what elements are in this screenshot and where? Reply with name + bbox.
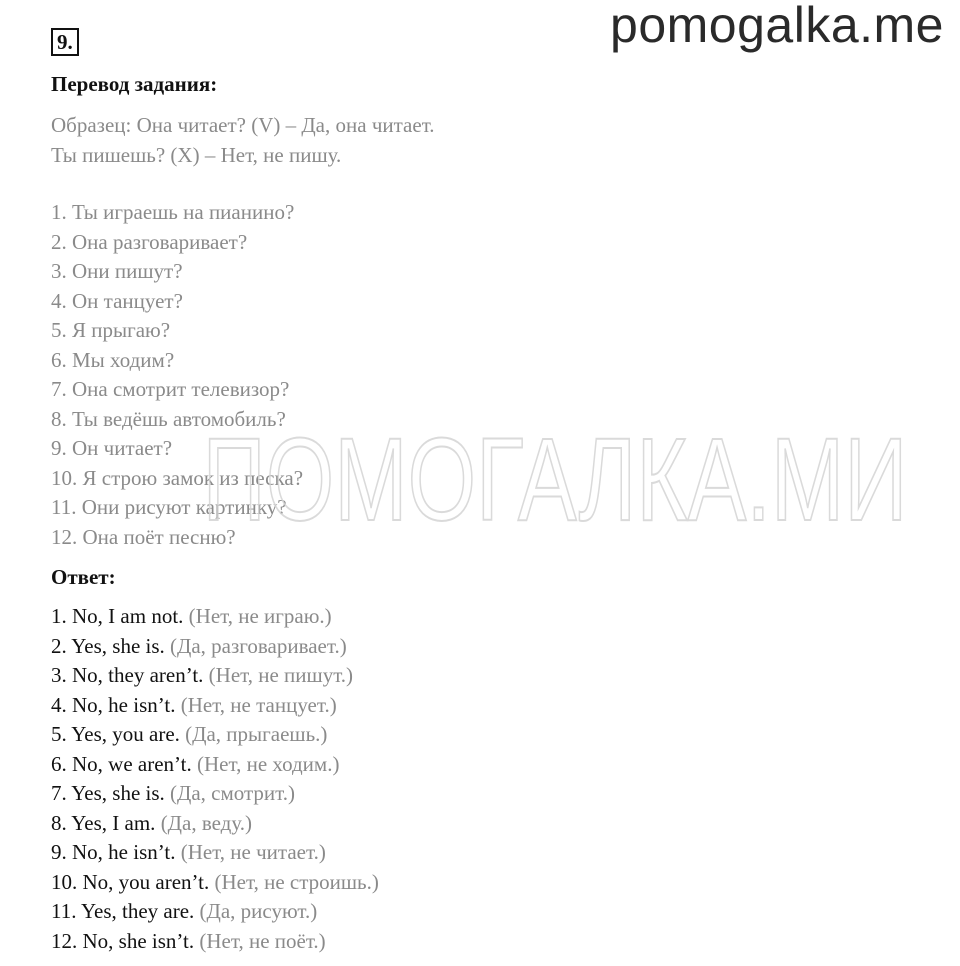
question-item: 7. Она смотрит телевизор? — [51, 377, 290, 401]
question-item: 10. Я строю замок из песка? — [51, 465, 304, 490]
answer-item — [51, 927, 379, 957]
answer-russian: (Да, прыгаешь.) — [185, 722, 328, 746]
answer-russian: (Да, смотрит.) — [170, 781, 296, 805]
question-item: 8. Ты ведёшь автомобиль? — [51, 406, 286, 431]
answer-item — [51, 838, 379, 868]
question-item: 1. Ты играешь на пианино? — [51, 200, 295, 224]
answer-english: 5. Yes, you are. — [51, 722, 180, 746]
question-item: 4. Он танцует? — [51, 288, 183, 313]
translation-heading: Перевод задания: — [51, 72, 218, 96]
answer-english: 2. Yes, she is. — [51, 633, 165, 658]
answer-russian: (Да, рисуют.) — [199, 899, 318, 923]
answer-english: 4. No, he isn’t. — [51, 692, 176, 717]
question-item: 11. Они рисуют картинку? — [51, 495, 287, 519]
answer-russian: (Нет, не пишут.) — [208, 663, 354, 687]
answer-russian: (Нет, не танцует.) — [180, 692, 337, 717]
watermark-text: ПОМОГАЛКА.МИ — [202, 420, 908, 540]
answer-english: 9. No, he isn’t. — [51, 840, 176, 864]
question-item: 9. Он читает? — [51, 436, 173, 460]
answer-russian: (Да, разговаривает.) — [170, 633, 347, 658]
answer-item — [51, 720, 379, 750]
answer-item — [51, 661, 379, 691]
answer-russian: (Нет, не ходим.) — [197, 751, 340, 776]
answer-english: 6. No, we aren’t. — [51, 751, 192, 776]
question-item: 12. Она поёт песню? — [51, 524, 236, 549]
question-item: 2. Она разговаривает? — [51, 229, 248, 254]
answers-list — [51, 602, 379, 956]
task-number: 9. — [51, 28, 79, 56]
answer-english: 1. No, I am not. — [51, 604, 184, 628]
example-line: Образец: Она читает? (V) – Да, она читает. — [51, 113, 435, 137]
answer-english: 7. Yes, she is. — [51, 781, 165, 805]
answer-item — [51, 632, 379, 662]
watermark — [200, 420, 910, 540]
answer-item — [51, 809, 379, 839]
answer-item — [51, 691, 379, 721]
questions-list — [51, 198, 303, 552]
answer-russian: (Да, веду.) — [160, 810, 252, 835]
answer-english: 8. Yes, I am. — [51, 810, 156, 835]
answer-item — [51, 779, 379, 809]
answer-english: 11. Yes, they are. — [51, 899, 195, 923]
answer-russian: (Нет, не читает.) — [180, 840, 326, 864]
answer-russian: (Нет, не поёт.) — [199, 928, 326, 953]
answer-russian: (Нет, не играю.) — [188, 604, 332, 628]
answer-item — [51, 897, 379, 927]
answer-item — [51, 602, 379, 632]
answer-russian: (Нет, не строишь.) — [214, 869, 379, 894]
answer-heading: Ответ: — [51, 565, 116, 589]
example-block — [51, 111, 435, 170]
question-item: 5. Я прыгаю? — [51, 318, 171, 342]
question-item: 3. Они пишут? — [51, 259, 183, 283]
answer-english: 3. No, they aren’t. — [51, 663, 204, 687]
question-item: 6. Мы ходим? — [51, 347, 175, 372]
answer-item — [51, 750, 379, 780]
answer-english: 12. No, she isn’t. — [51, 928, 195, 953]
answer-english: 10. No, you aren’t. — [51, 869, 210, 894]
answer-item — [51, 868, 379, 898]
site-logo: pomogalka.me — [610, 0, 944, 53]
example-line: Ты пишешь? (X) – Нет, не пишу. — [51, 142, 342, 167]
